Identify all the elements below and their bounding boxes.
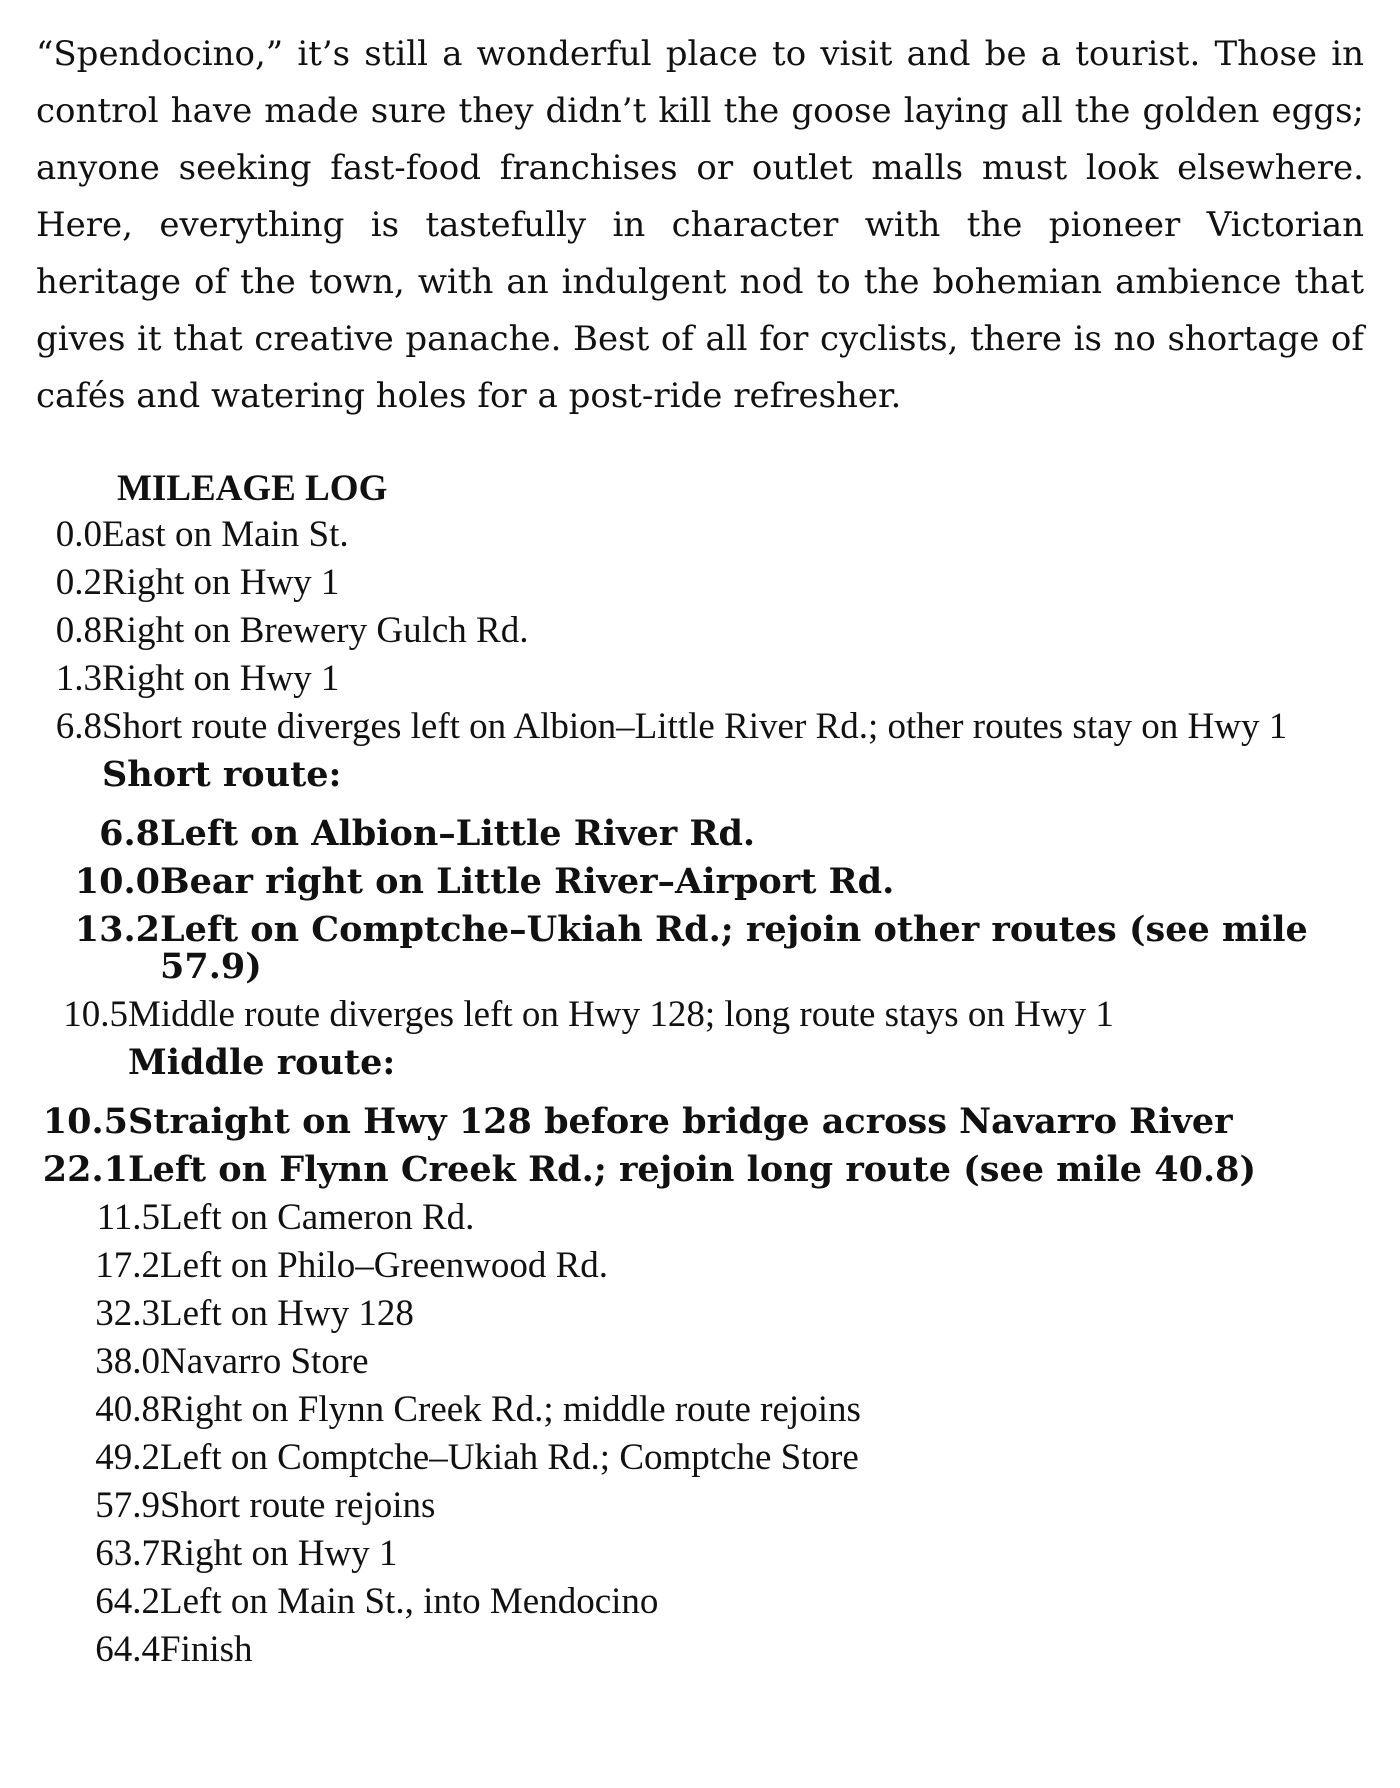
log-mile: 6.8 (55, 706, 102, 747)
short-route-entry (36, 815, 1376, 863)
mileage-log-list (36, 516, 1376, 1679)
long-route-entry (36, 1391, 1376, 1439)
log-mile: 10.0 (74, 861, 160, 902)
log-direction: East on Main St. (102, 514, 349, 555)
log-mile: 64.2 (95, 1581, 160, 1622)
log-direction: Left on Main St., into Mendocino (160, 1581, 659, 1622)
log-mile: 11.5 (96, 1197, 160, 1238)
long-route-entry (36, 1247, 1376, 1295)
log-direction: Short route rejoins (160, 1485, 436, 1526)
log-direction: Right on Flynn Creek Rd.; middle route rejoins (160, 1389, 861, 1430)
long-route-entry (36, 1583, 1376, 1631)
middle-route-heading: Middle route: (128, 1042, 396, 1083)
log-direction: Bear right on Little River–Airport Rd. (160, 861, 895, 902)
long-route-entry (36, 1343, 1376, 1391)
log-direction: Short route diverges left on Albion–Little River Rd.; other routes stay on Hwy 1 (102, 706, 1288, 747)
log-mile: 64.4 (95, 1629, 160, 1670)
log-mile: 0.2 (55, 562, 102, 603)
log-direction: Right on Hwy 1 (160, 1533, 398, 1574)
log-mile: 63.7 (95, 1533, 160, 1574)
log-mile: 0.8 (55, 610, 102, 651)
short-route-entry (36, 863, 1376, 911)
mileage-log-title: MILEAGE LOG (117, 468, 388, 509)
log-mile: 0.0 (55, 514, 102, 555)
log-mile: 38.0 (95, 1341, 160, 1382)
log-direction: Finish (160, 1629, 253, 1670)
log-entry (36, 996, 1376, 1044)
log-direction: Left on Albion–Little River Rd. (160, 813, 756, 854)
log-entry (36, 612, 1376, 660)
log-mile: 57.9 (95, 1485, 160, 1526)
log-mile: 49.2 (95, 1437, 160, 1478)
log-direction: Right on Brewery Gulch Rd. (102, 610, 529, 651)
log-direction: Navarro Store (160, 1341, 369, 1382)
log-direction: Right on Hwy 1 (102, 562, 340, 603)
short-route-heading-row (36, 756, 1376, 815)
log-direction: Right on Hwy 1 (102, 658, 340, 699)
log-direction: Middle route diverges left on Hwy 128; long route stays on Hwy 1 (128, 994, 1114, 1035)
log-direction: Left on Comptche–Ukiah Rd.; Comptche Store (160, 1437, 859, 1478)
log-mile: 10.5 (63, 994, 128, 1035)
long-route-entry (36, 1439, 1376, 1487)
intro-paragraph: “Spendocino,” it’s still a wonderful place to visit and be a tourist. Those in control have made sure they didn’t kill the goose laying all the golden eggs; anyone seeking fast-food franchises or outlet malls must look elsewhere. Here, everything is tastefully in character with the pioneer Victorian heritage of the town, with an indulgent nod to the bohemian ambience that gives it that creative panache. Best of all for cyclists, there is no shortage of cafés and watering holes for a post-ride refresher. (36, 34, 1364, 416)
log-mile: 22.1 (42, 1149, 128, 1190)
middle-route-entry (36, 1103, 1376, 1151)
log-direction: Left on Philo–Greenwood Rd. (160, 1245, 609, 1286)
long-route-entry (36, 1535, 1376, 1583)
log-mile: 6.8 (99, 813, 160, 854)
middle-route-heading-row (36, 1044, 1376, 1103)
log-mile: 10.5 (42, 1101, 128, 1142)
log-direction: Left on Flynn Creek Rd.; rejoin long route (see mile 40.8) (128, 1149, 1257, 1190)
long-route-entry (36, 1199, 1376, 1247)
log-direction: Straight on Hwy 128 before bridge across Navarro River (128, 1101, 1233, 1142)
short-route-entry (36, 911, 1376, 996)
short-route-heading: Short route: (102, 754, 342, 795)
log-direction: Left on Hwy 128 (160, 1293, 414, 1334)
middle-route-entry (36, 1151, 1376, 1199)
long-route-entry (36, 1631, 1376, 1679)
log-mile: 40.8 (95, 1389, 160, 1430)
long-route-entry (36, 1487, 1376, 1535)
log-mile: 32.3 (95, 1293, 160, 1334)
log-mile: 13.2 (74, 909, 160, 950)
long-route-entry (36, 1295, 1376, 1343)
log-entry (36, 564, 1376, 612)
log-mile: 17.2 (95, 1245, 160, 1286)
log-entry (36, 708, 1376, 756)
log-entry (36, 516, 1376, 564)
log-entry (36, 660, 1376, 708)
log-mile: 1.3 (55, 658, 102, 699)
log-direction: Left on Comptche–Ukiah Rd.; rejoin other routes (see mile 57.9) (160, 909, 1308, 987)
log-direction: Left on Cameron Rd. (160, 1197, 475, 1238)
